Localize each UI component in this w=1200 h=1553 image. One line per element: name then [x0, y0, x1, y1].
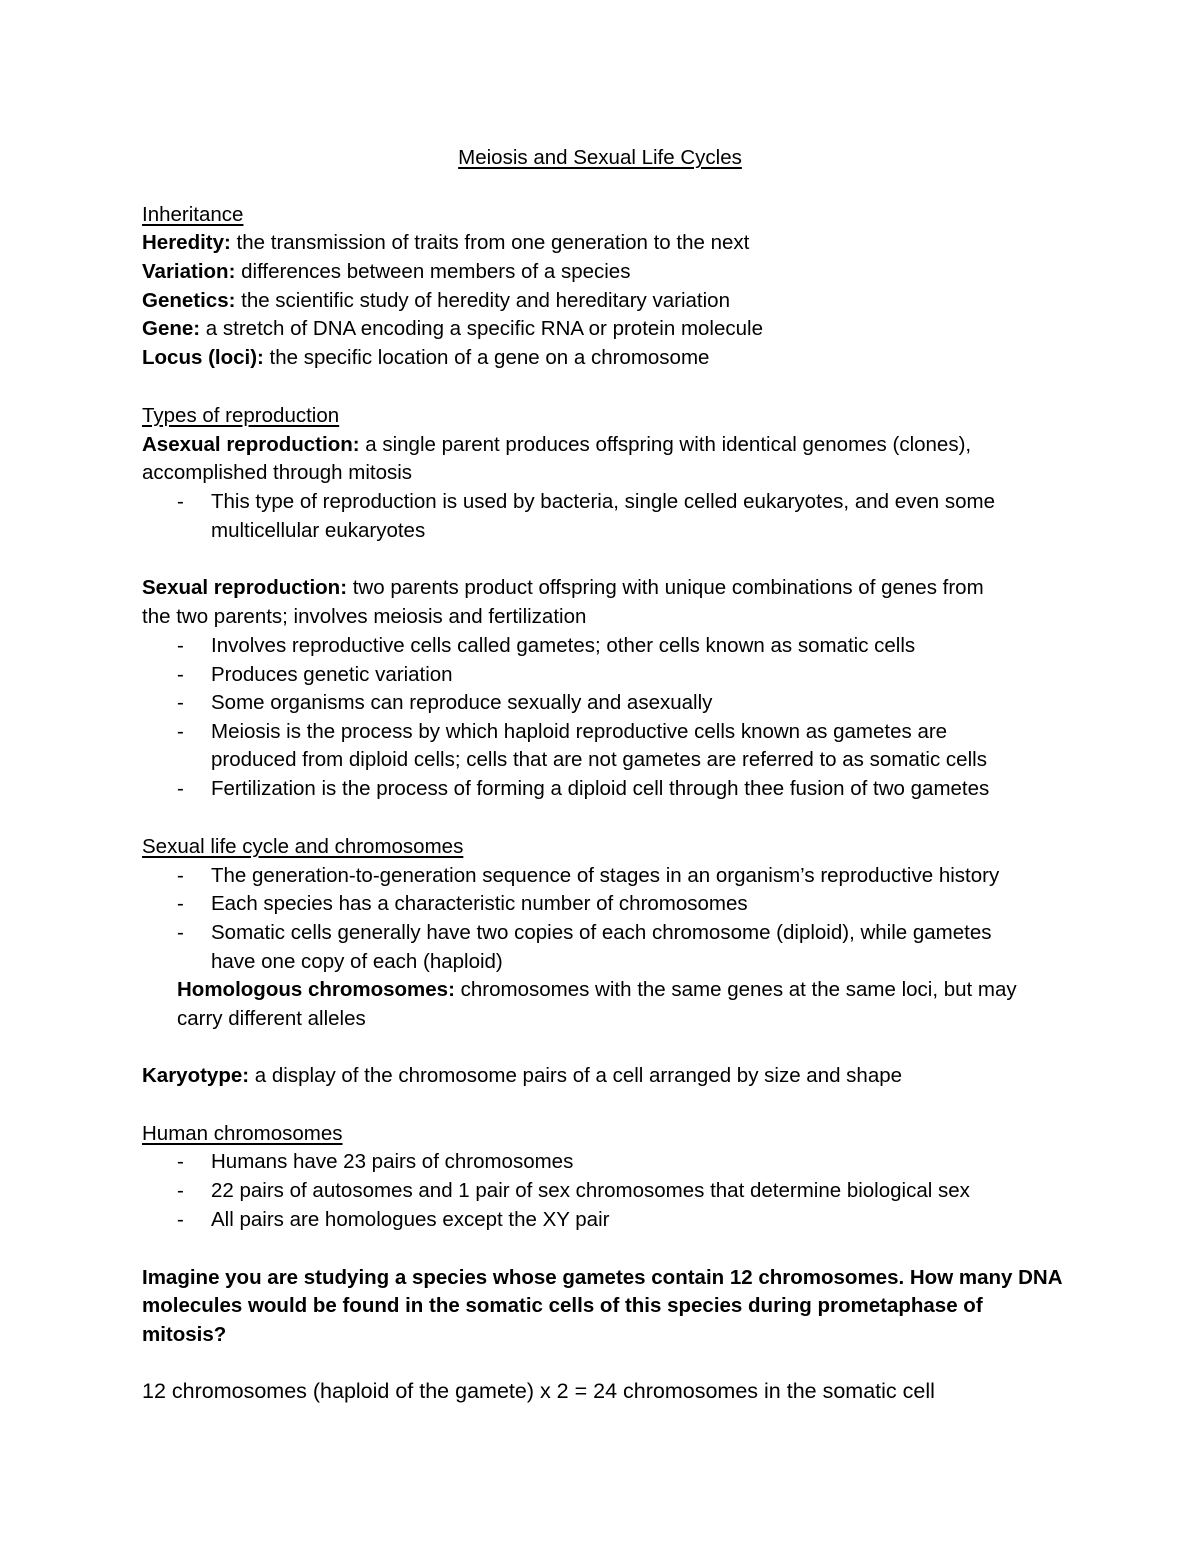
term: Heredity: [142, 231, 231, 254]
term: Homologous chromosomes: [177, 978, 455, 1001]
bullet-marker: - [177, 1150, 184, 1173]
list-item: The generation-to-generation sequence of stages in an organism’s reproductive history [211, 864, 1000, 887]
human-heading: Human chromosomes [142, 1122, 343, 1145]
list-item: This type of reproduction is used by bacteria, single celled eukaryotes, and even some [211, 490, 995, 513]
term: Genetics: [142, 289, 236, 312]
definition-locus [142, 343, 709, 372]
reproduction-heading: Types of reproduction [142, 404, 340, 427]
term: Sexual reproduction: [142, 576, 348, 599]
bullet-marker: - [177, 777, 184, 800]
answer-text: 12 chromosomes (haploid of the gamete) x 2 = 24 chromosomes in the somatic cell [142, 1379, 935, 1403]
definition: chromosomes with the same genes at the same loci, but may [454, 978, 1017, 1001]
bullet-marker: - [177, 892, 184, 915]
list-item: Somatic cells generally have two copies of each chromosome (diploid), while gametes [211, 921, 992, 944]
definition: differences between members of a species [235, 260, 631, 283]
bullet-marker: - [177, 864, 184, 887]
list-item: Produces genetic variation [211, 663, 453, 686]
sexual-definition [142, 573, 984, 602]
list-item: Each species has a characteristic number of chromosomes [211, 892, 748, 915]
term: Gene: [142, 317, 201, 340]
definition: the specific location of a gene on a chromosome [263, 346, 710, 369]
bullet-marker: - [177, 663, 184, 686]
homologous-definition [177, 975, 1017, 1004]
definition: the scientific study of heredity and hereditary variation [235, 289, 730, 312]
list-item-cont: have one copy of each (haploid) [211, 950, 503, 973]
bullet-marker: - [177, 1208, 184, 1231]
definition: a stretch of DNA encoding a specific RNA or protein molecule [200, 317, 763, 340]
list-item: 22 pairs of autosomes and 1 pair of sex chromosomes that determine biological sex [211, 1179, 970, 1202]
list-item-cont: produced from diploid cells; cells that are not gametes are referred to as somatic cells [211, 748, 987, 771]
definition-gene [142, 314, 763, 343]
list-item-cont: multicellular eukaryotes [211, 519, 426, 542]
question-text-cont: molecules would be found in the somatic cells of this species during prometaphase of [142, 1294, 983, 1317]
bullet-marker: - [177, 720, 184, 743]
sexual-definition-cont: the two parents; involves meiosis and fertilization [142, 605, 587, 628]
term: Karyotype: [142, 1064, 250, 1087]
bullet-marker: - [177, 921, 184, 944]
definition: two parents product offspring with unique combinations of genes from [347, 576, 984, 599]
life-cycle-heading: Sexual life cycle and chromosomes [142, 835, 464, 858]
page-title: Meiosis and Sexual Life Cycles [458, 146, 742, 169]
definition: the transmission of traits from one generation to the next [230, 231, 750, 254]
list-item: Meiosis is the process by which haploid reproductive cells known as gametes are [211, 720, 948, 743]
homologous-definition-cont: carry different alleles [177, 1007, 366, 1030]
bullet-marker: - [177, 691, 184, 714]
question-text: Imagine you are studying a species whose gametes contain 12 chromosomes. How many DNA [142, 1266, 1063, 1289]
bullet-marker: - [177, 1179, 184, 1202]
question-text-cont: mitosis? [142, 1323, 227, 1346]
list-item: Fertilization is the process of forming a diploid cell through thee fusion of two gametes [211, 777, 990, 800]
definition: a single parent produces offspring with identical genomes (clones), [359, 433, 972, 456]
list-item: Some organisms can reproduce sexually and asexually [211, 691, 713, 714]
bullet-marker: - [177, 634, 184, 657]
definition-heredity [142, 228, 749, 257]
asexual-definition-cont: accomplished through mitosis [142, 461, 413, 484]
list-item: Involves reproductive cells called gametes; other cells known as somatic cells [211, 634, 916, 657]
term: Variation: [142, 260, 236, 283]
list-item: Humans have 23 pairs of chromosomes [211, 1150, 574, 1173]
inheritance-heading: Inheritance [142, 203, 244, 226]
list-item: All pairs are homologues except the XY pair [211, 1208, 610, 1231]
bullet-marker: - [177, 490, 184, 513]
asexual-definition [142, 430, 971, 459]
definition-variation [142, 257, 630, 286]
karyotype-definition [142, 1061, 902, 1090]
term: Asexual reproduction: [142, 433, 360, 456]
definition-genetics [142, 286, 730, 315]
definition: a display of the chromosome pairs of a cell arranged by size and shape [249, 1064, 903, 1087]
term: Locus (loci): [142, 346, 264, 369]
